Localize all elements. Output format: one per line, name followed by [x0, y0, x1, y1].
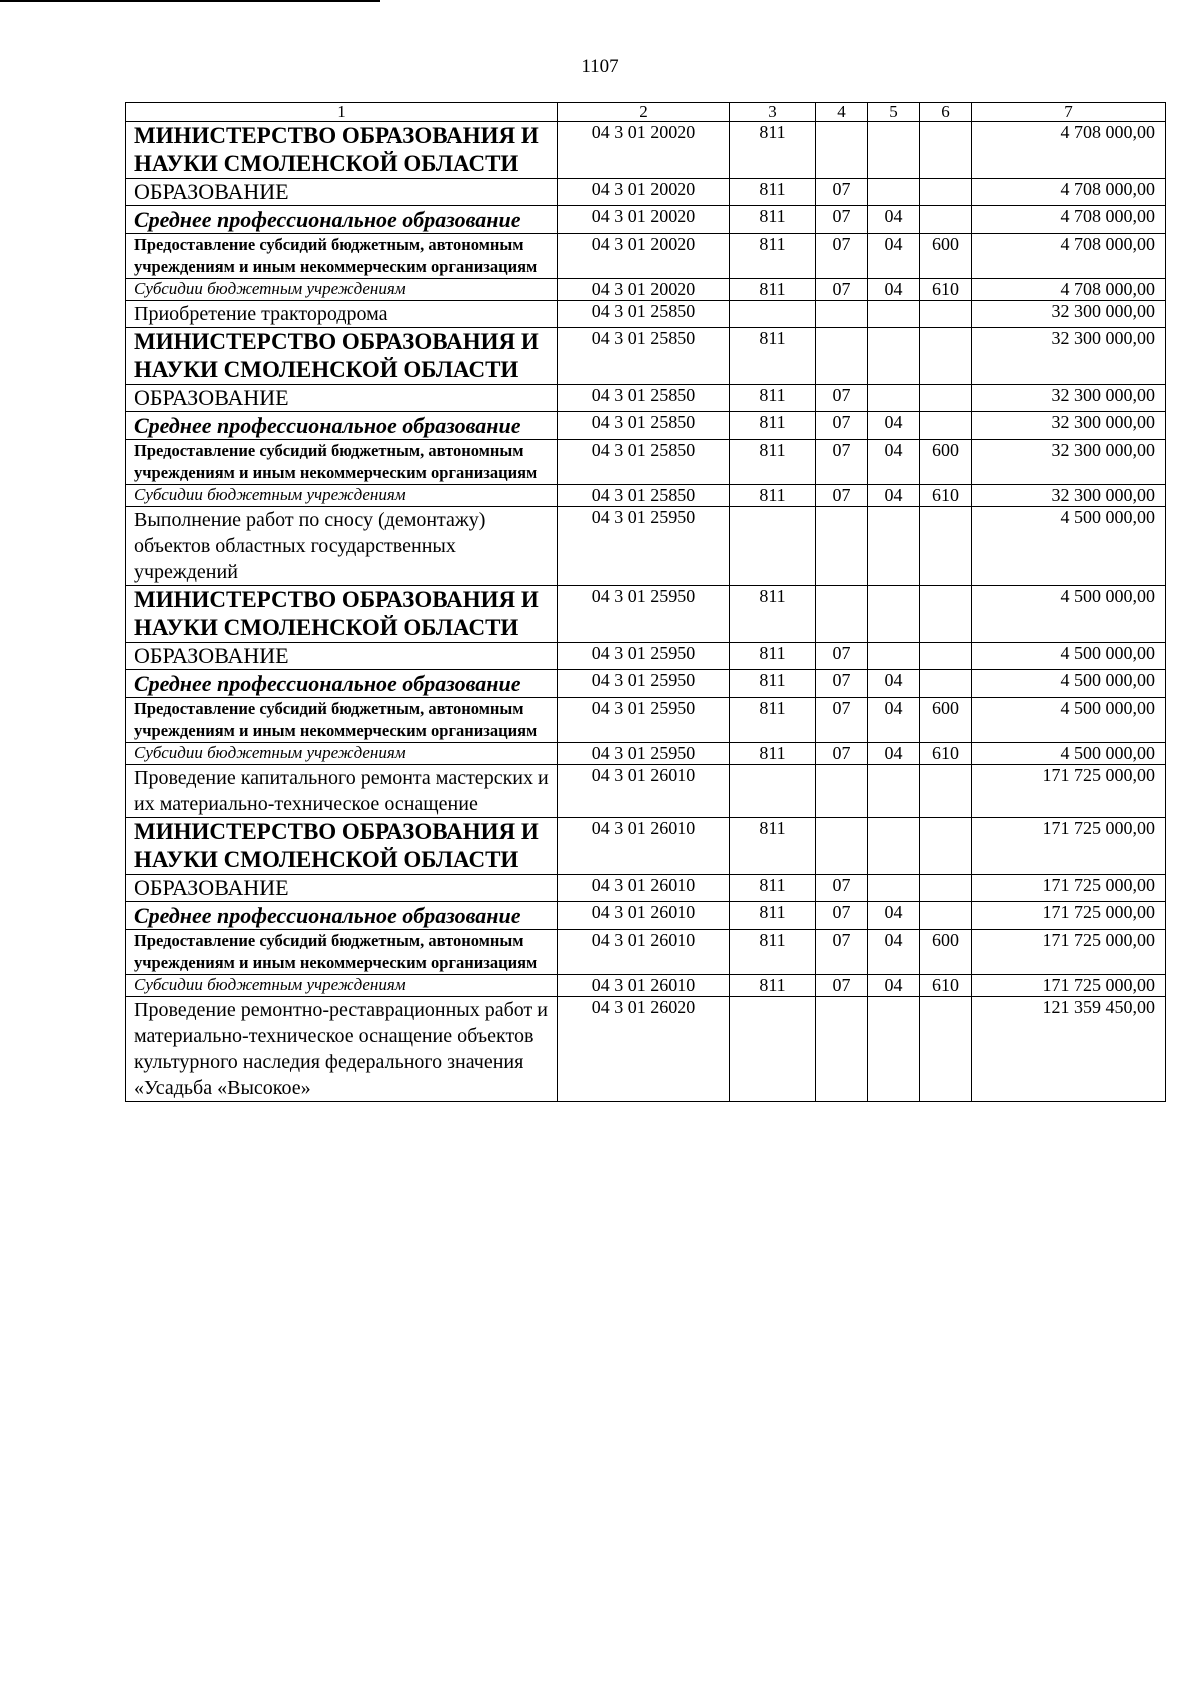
- subsection-code-cell: 04: [868, 412, 920, 440]
- row-name-cell: [126, 507, 558, 586]
- grbs-code-cell: [730, 507, 816, 586]
- program-label: Проведение ремонтно-реставрационных работ и материально-техническое оснащение объектов культурного наследия федерального значения «Усадьба «Высокое»: [134, 999, 548, 1099]
- target-code-cell: 04 3 01 25850: [558, 440, 730, 485]
- target-code-cell: 04 3 01 25950: [558, 643, 730, 670]
- amount-cell: 32 300 000,00: [972, 301, 1166, 328]
- expense-type-cell: [920, 206, 972, 234]
- expense-type-cell: 600: [920, 698, 972, 743]
- row-name-cell: [126, 975, 558, 997]
- table-row: [126, 122, 1166, 179]
- section-code-cell: 07: [816, 670, 868, 698]
- target-code-cell: 04 3 01 26010: [558, 818, 730, 875]
- row-name-cell: [126, 279, 558, 301]
- section-code-cell: 07: [816, 930, 868, 975]
- subsection-code-cell: 04: [868, 743, 920, 765]
- row-name-cell: [126, 997, 558, 1102]
- subsection-code-cell: 04: [868, 485, 920, 507]
- subsection-code-cell: [868, 179, 920, 206]
- amount-cell: 4 500 000,00: [972, 670, 1166, 698]
- target-code-cell: 04 3 01 25850: [558, 328, 730, 385]
- table-row: [126, 670, 1166, 698]
- grbs-code-cell: 811: [730, 670, 816, 698]
- expense-type-cell: 600: [920, 930, 972, 975]
- row-name-cell: [126, 765, 558, 818]
- subsection-label: Среднее профессиональное образование: [134, 903, 521, 928]
- amount-cell: 171 725 000,00: [972, 818, 1166, 875]
- table-row: [126, 412, 1166, 440]
- section-code-cell: 07: [816, 975, 868, 997]
- expense-type-cell: 600: [920, 234, 972, 279]
- target-code-cell: 04 3 01 26010: [558, 875, 730, 902]
- budget-table-body: [126, 103, 1166, 1102]
- column-header: 2: [558, 103, 730, 122]
- subsection-code-cell: 04: [868, 670, 920, 698]
- subsection-code-cell: [868, 643, 920, 670]
- section-code-cell: 07: [816, 179, 868, 206]
- expense-type-cell: 610: [920, 743, 972, 765]
- subsection-code-cell: [868, 385, 920, 412]
- expense-type-cell: [920, 902, 972, 930]
- subsection-code-cell: 04: [868, 440, 920, 485]
- row-name-cell: [126, 670, 558, 698]
- subsection-label: Среднее профессиональное образование: [134, 413, 521, 438]
- expense-type-cell: [920, 670, 972, 698]
- section-code-cell: [816, 997, 868, 1102]
- target-code-cell: 04 3 01 25850: [558, 412, 730, 440]
- expense-type-cell: 600: [920, 440, 972, 485]
- row-name-cell: [126, 234, 558, 279]
- table-row: [126, 743, 1166, 765]
- amount-cell: 32 300 000,00: [972, 328, 1166, 385]
- subsection-label: Среднее профессиональное образование: [134, 207, 521, 232]
- section-code-cell: 07: [816, 875, 868, 902]
- amount-cell: 32 300 000,00: [972, 440, 1166, 485]
- section-code-cell: [816, 818, 868, 875]
- grbs-code-cell: 811: [730, 975, 816, 997]
- expense-type-cell: [920, 875, 972, 902]
- target-code-cell: 04 3 01 25950: [558, 670, 730, 698]
- section-code-cell: [816, 328, 868, 385]
- table-row: [126, 975, 1166, 997]
- amount-cell: 4 708 000,00: [972, 279, 1166, 301]
- table-row: [126, 279, 1166, 301]
- grbs-code-cell: [730, 301, 816, 328]
- subsection-code-cell: 04: [868, 698, 920, 743]
- target-code-cell: 04 3 01 25850: [558, 301, 730, 328]
- section-code-cell: 07: [816, 743, 868, 765]
- table-row: [126, 643, 1166, 670]
- section-code-cell: 07: [816, 385, 868, 412]
- target-code-cell: 04 3 01 25950: [558, 743, 730, 765]
- row-name-cell: [126, 930, 558, 975]
- grbs-code-cell: 811: [730, 818, 816, 875]
- row-name-cell: [126, 698, 558, 743]
- section-code-cell: 07: [816, 643, 868, 670]
- grbs-code-cell: [730, 997, 816, 1102]
- section-code-cell: [816, 301, 868, 328]
- amount-cell: 4 708 000,00: [972, 234, 1166, 279]
- grbs-code-cell: 811: [730, 206, 816, 234]
- provision-label: Предоставление субсидий бюджетным, автономным учреждениям и иным некоммерческим организациям: [134, 699, 538, 740]
- amount-cell: 4 500 000,00: [972, 586, 1166, 643]
- table-row: [126, 234, 1166, 279]
- target-code-cell: 04 3 01 25850: [558, 485, 730, 507]
- ministry-label: МИНИСТЕРСТВО ОБРАЗОВАНИЯ И НАУКИ СМОЛЕНСКОЙ ОБЛАСТИ: [134, 587, 539, 640]
- expense-type-cell: 610: [920, 279, 972, 301]
- target-code-cell: 04 3 01 20020: [558, 206, 730, 234]
- column-header: 5: [868, 103, 920, 122]
- expense-type-cell: 610: [920, 975, 972, 997]
- section-code-cell: 07: [816, 902, 868, 930]
- subsection-code-cell: [868, 301, 920, 328]
- table-row: [126, 586, 1166, 643]
- amount-cell: 171 725 000,00: [972, 875, 1166, 902]
- table-row: [126, 997, 1166, 1102]
- table-row: [126, 902, 1166, 930]
- amount-cell: 171 725 000,00: [972, 975, 1166, 997]
- table-row: [126, 179, 1166, 206]
- grbs-code-cell: 811: [730, 586, 816, 643]
- subsection-code-cell: [868, 507, 920, 586]
- expense-type-cell: [920, 765, 972, 818]
- subsidy-label: Субсидии бюджетным учреждениям: [134, 743, 406, 762]
- program-label: Проведение капитального ремонта мастерских и их материально-техническое оснащение: [134, 767, 549, 815]
- subsection-code-cell: [868, 997, 920, 1102]
- subsection-label: Среднее профессиональное образование: [134, 671, 521, 696]
- target-code-cell: 04 3 01 20020: [558, 122, 730, 179]
- expense-type-cell: [920, 301, 972, 328]
- provision-label: Предоставление субсидий бюджетным, автономным учреждениям и иным некоммерческим организациям: [134, 441, 538, 482]
- table-row: [126, 930, 1166, 975]
- table-row: [126, 206, 1166, 234]
- budget-table: [125, 102, 1166, 1102]
- section-code-cell: 07: [816, 698, 868, 743]
- target-code-cell: 04 3 01 20020: [558, 179, 730, 206]
- amount-cell: 4 708 000,00: [972, 206, 1166, 234]
- target-code-cell: 04 3 01 20020: [558, 279, 730, 301]
- section-code-cell: [816, 586, 868, 643]
- section-label: ОБРАЗОВАНИЕ: [134, 385, 289, 410]
- section-label: ОБРАЗОВАНИЕ: [134, 875, 289, 900]
- amount-cell: 4 500 000,00: [972, 643, 1166, 670]
- table-row: [126, 875, 1166, 902]
- row-name-cell: [126, 643, 558, 670]
- expense-type-cell: [920, 997, 972, 1102]
- column-header: 1: [126, 103, 558, 122]
- row-name-cell: [126, 743, 558, 765]
- row-name-cell: [126, 301, 558, 328]
- section-label: ОБРАЗОВАНИЕ: [134, 179, 289, 204]
- grbs-code-cell: 811: [730, 440, 816, 485]
- expense-type-cell: [920, 643, 972, 670]
- subsidy-label: Субсидии бюджетным учреждениям: [134, 975, 406, 994]
- section-label: ОБРАЗОВАНИЕ: [134, 643, 289, 668]
- subsidy-label: Субсидии бюджетным учреждениям: [134, 279, 406, 298]
- section-code-cell: 07: [816, 485, 868, 507]
- expense-type-cell: [920, 412, 972, 440]
- grbs-code-cell: 811: [730, 234, 816, 279]
- subsection-code-cell: 04: [868, 975, 920, 997]
- table-row: [126, 818, 1166, 875]
- row-name-cell: [126, 206, 558, 234]
- row-name-cell: [126, 818, 558, 875]
- grbs-code-cell: 811: [730, 385, 816, 412]
- target-code-cell: 04 3 01 26010: [558, 975, 730, 997]
- target-code-cell: 04 3 01 26020: [558, 997, 730, 1102]
- program-label: Приобретение трактородрома: [134, 303, 388, 325]
- grbs-code-cell: 811: [730, 902, 816, 930]
- row-name-cell: [126, 485, 558, 507]
- amount-cell: 4 500 000,00: [972, 698, 1166, 743]
- amount-cell: 4 500 000,00: [972, 743, 1166, 765]
- grbs-code-cell: 811: [730, 743, 816, 765]
- amount-cell: 32 300 000,00: [972, 485, 1166, 507]
- target-code-cell: 04 3 01 26010: [558, 930, 730, 975]
- subsection-code-cell: 04: [868, 930, 920, 975]
- subsection-code-cell: [868, 586, 920, 643]
- ministry-label: МИНИСТЕРСТВО ОБРАЗОВАНИЯ И НАУКИ СМОЛЕНСКОЙ ОБЛАСТИ: [134, 123, 539, 176]
- subsection-code-cell: [868, 328, 920, 385]
- subsection-code-cell: [868, 875, 920, 902]
- table-row: [126, 698, 1166, 743]
- grbs-code-cell: 811: [730, 122, 816, 179]
- provision-label: Предоставление субсидий бюджетным, автономным учреждениям и иным некоммерческим организациям: [134, 931, 538, 972]
- column-header: 3: [730, 103, 816, 122]
- amount-cell: 32 300 000,00: [972, 385, 1166, 412]
- table-row: [126, 440, 1166, 485]
- amount-cell: 171 725 000,00: [972, 765, 1166, 818]
- target-code-cell: 04 3 01 25850: [558, 385, 730, 412]
- target-code-cell: 04 3 01 26010: [558, 902, 730, 930]
- row-name-cell: [126, 875, 558, 902]
- provision-label: Предоставление субсидий бюджетным, автономным учреждениям и иным некоммерческим организациям: [134, 235, 538, 276]
- column-number-header-row: [126, 103, 1166, 122]
- amount-cell: 171 725 000,00: [972, 930, 1166, 975]
- expense-type-cell: [920, 385, 972, 412]
- page-number: 1107: [581, 56, 619, 77]
- grbs-code-cell: 811: [730, 328, 816, 385]
- expense-type-cell: [920, 122, 972, 179]
- section-code-cell: 07: [816, 279, 868, 301]
- row-name-cell: [126, 902, 558, 930]
- row-name-cell: [126, 328, 558, 385]
- row-name-cell: [126, 440, 558, 485]
- grbs-code-cell: 811: [730, 279, 816, 301]
- subsection-code-cell: [868, 818, 920, 875]
- row-name-cell: [126, 179, 558, 206]
- section-code-cell: 07: [816, 412, 868, 440]
- row-name-cell: [126, 385, 558, 412]
- column-header: 6: [920, 103, 972, 122]
- column-header: 4: [816, 103, 868, 122]
- row-name-cell: [126, 586, 558, 643]
- target-code-cell: 04 3 01 25950: [558, 698, 730, 743]
- table-row: [126, 301, 1166, 328]
- amount-cell: 171 725 000,00: [972, 902, 1166, 930]
- table-row: [126, 328, 1166, 385]
- subsection-code-cell: 04: [868, 234, 920, 279]
- expense-type-cell: [920, 586, 972, 643]
- amount-cell: 121 359 450,00: [972, 997, 1166, 1102]
- grbs-code-cell: 811: [730, 485, 816, 507]
- amount-cell: 4 500 000,00: [972, 507, 1166, 586]
- subsection-code-cell: [868, 765, 920, 818]
- subsection-code-cell: [868, 122, 920, 179]
- subsection-code-cell: 04: [868, 902, 920, 930]
- grbs-code-cell: 811: [730, 875, 816, 902]
- amount-cell: 4 708 000,00: [972, 179, 1166, 206]
- grbs-code-cell: 811: [730, 643, 816, 670]
- row-name-cell: [126, 412, 558, 440]
- table-row: [126, 485, 1166, 507]
- target-code-cell: 04 3 01 25950: [558, 507, 730, 586]
- target-code-cell: 04 3 01 26010: [558, 765, 730, 818]
- grbs-code-cell: 811: [730, 412, 816, 440]
- section-code-cell: [816, 507, 868, 586]
- grbs-code-cell: 811: [730, 179, 816, 206]
- amount-cell: 32 300 000,00: [972, 412, 1166, 440]
- expense-type-cell: 610: [920, 485, 972, 507]
- column-header: 7: [972, 103, 1166, 122]
- ministry-label: МИНИСТЕРСТВО ОБРАЗОВАНИЯ И НАУКИ СМОЛЕНСКОЙ ОБЛАСТИ: [134, 819, 539, 872]
- grbs-code-cell: 811: [730, 930, 816, 975]
- section-code-cell: [816, 122, 868, 179]
- grbs-code-cell: [730, 765, 816, 818]
- amount-cell: 4 708 000,00: [972, 122, 1166, 179]
- expense-type-cell: [920, 507, 972, 586]
- section-code-cell: [816, 765, 868, 818]
- target-code-cell: 04 3 01 25950: [558, 586, 730, 643]
- subsection-code-cell: 04: [868, 279, 920, 301]
- table-row: [126, 507, 1166, 586]
- ministry-label: МИНИСТЕРСТВО ОБРАЗОВАНИЯ И НАУКИ СМОЛЕНСКОЙ ОБЛАСТИ: [134, 329, 539, 382]
- expense-type-cell: [920, 328, 972, 385]
- table-row: [126, 385, 1166, 412]
- program-label: Выполнение работ по сносу (демонтажу) объектов областных государственных учреждений: [134, 509, 486, 583]
- expense-type-cell: [920, 179, 972, 206]
- top-rule: [0, 0, 380, 2]
- subsidy-label: Субсидии бюджетным учреждениям: [134, 485, 406, 504]
- section-code-cell: 07: [816, 440, 868, 485]
- table-row: [126, 765, 1166, 818]
- grbs-code-cell: 811: [730, 698, 816, 743]
- expense-type-cell: [920, 818, 972, 875]
- target-code-cell: 04 3 01 20020: [558, 234, 730, 279]
- section-code-cell: 07: [816, 234, 868, 279]
- subsection-code-cell: 04: [868, 206, 920, 234]
- section-code-cell: 07: [816, 206, 868, 234]
- row-name-cell: [126, 122, 558, 179]
